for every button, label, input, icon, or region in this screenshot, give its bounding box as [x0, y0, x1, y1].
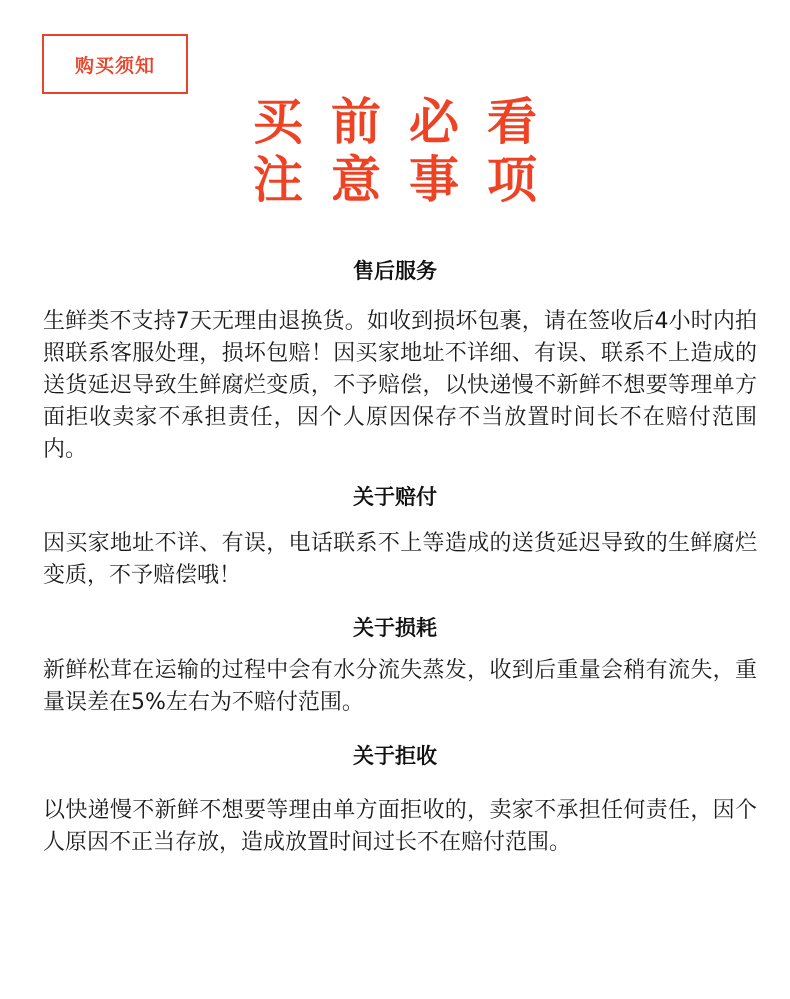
purchase-notice-label: 购买须知: [74, 54, 155, 77]
purchase-notice-tag: [42, 34, 188, 94]
section-title-loss: 关于损耗: [353, 616, 437, 640]
section-body-rejection: 以快递慢不新鲜不想要等理由单方面拒收的，卖家不承担任何责任，因个人原因不正当存放，造成放置时间过长不在赔付范围。: [43, 798, 757, 855]
section-title-after-sales: 售后服务: [353, 259, 437, 283]
section-body-after-sales: 生鲜类不支持7天无理由退换货。如收到损坏包裹，请在签收后4小时内拍照联系客服处理，损坏包赔！因买家地址不详细、有误、联系不上造成的送货延迟导致生鲜腐烂变质，不予赔偿，以快递慢不新鲜不想要等理单方面拒收卖家不承担责任，因个人原因保存不当放置时间长不在赔付范围内。: [43, 309, 757, 462]
headline-line-2: 注意事项: [253, 151, 565, 209]
section-title-rejection: 关于拒收: [353, 744, 437, 768]
section-body-loss: 新鲜松茸在运输的过程中会有水分流失蒸发，收到后重量会稍有流失，重量误差在5%左右为不赔付范围。: [43, 658, 757, 715]
section-title-compensation: 关于赔付: [353, 485, 437, 509]
headline-line-1: 买前必看: [253, 93, 565, 151]
section-body-compensation: 因买家地址不详、有误，电话联系不上等造成的送货延迟导致的生鲜腐烂变质，不予赔偿哦！: [43, 531, 757, 588]
